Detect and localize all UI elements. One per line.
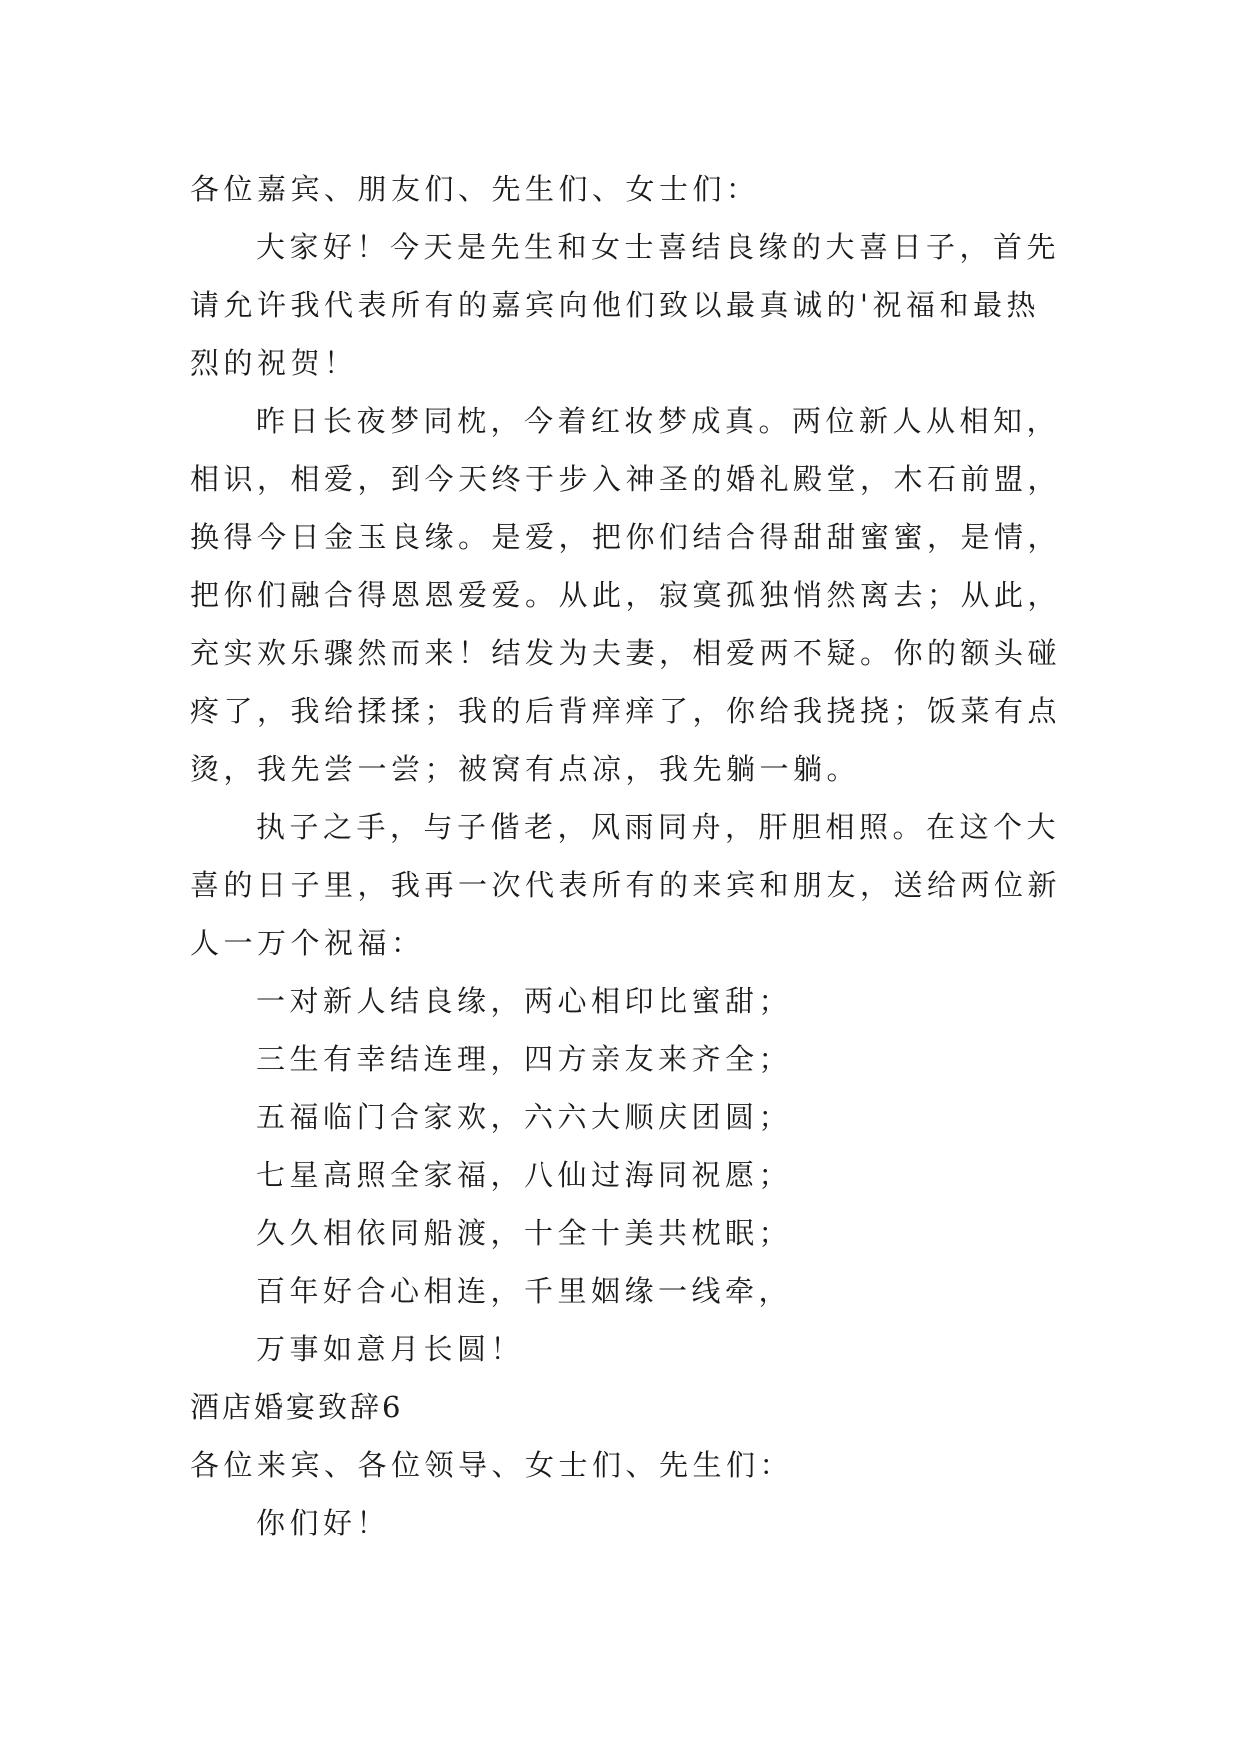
- paragraph-line: 疼了，我给揉揉；我的后背痒痒了，你给我挠挠；饭菜有点: [190, 694, 1062, 728]
- poem-line: 万事如意月长圆！: [256, 1332, 525, 1366]
- paragraph-line: 人一万个祝福：: [190, 926, 425, 960]
- paragraph-line: 相识，相爱，到今天终于步入神圣的婚礼殿堂，木石前盟，: [190, 462, 1062, 496]
- paragraph-line: 喜的日子里，我再一次代表所有的来宾和朋友，送给两位新: [190, 868, 1062, 902]
- paragraph-body: [190, 392, 1060, 798]
- poem-line: 一对新人结良缘，两心相印比蜜甜；: [256, 984, 793, 1018]
- paragraph-opening: [190, 218, 1060, 392]
- paragraph-line: 烈的祝贺！: [190, 346, 358, 380]
- blessing-poem: [190, 972, 1060, 1378]
- poem-line: 三生有幸结连理，四方亲友来齐全；: [256, 1042, 793, 1076]
- paragraph-line: 执子之手，与子偕老，风雨同舟，肝胆相照。在这个大: [256, 810, 1061, 844]
- poem-line: 五福临门合家欢，六六大顺庆团圆；: [256, 1100, 793, 1134]
- paragraph-line: 把你们融合得恩恩爱爱。从此，寂寞孤独悄然离去；从此，: [190, 578, 1062, 612]
- paragraph-line: 充实欢乐骤然而来！结发为夫妻，相爱两不疑。你的额头碰: [190, 636, 1062, 670]
- paragraph-line: 大家好！今天是先生和女士喜结良缘的大喜日子，首先: [256, 230, 1061, 264]
- paragraph-line: 请允许我代表所有的嘉宾向他们致以最真诚的'祝福和最热: [190, 288, 1040, 322]
- paragraph-line: 换得今日金玉良缘。是爱，把你们结合得甜甜蜜蜜，是情，: [190, 520, 1062, 554]
- paragraph-line: 烫，我先尝一尝；被窝有点凉，我先躺一躺。: [190, 752, 861, 786]
- poem-line: 七星高照全家福，八仙过海同祝愿；: [256, 1158, 793, 1192]
- paragraph-blessing-intro: [190, 798, 1060, 972]
- poem-line: 百年好合心相连，千里姻缘一线牵，: [256, 1274, 793, 1308]
- section-title: 酒店婚宴致辞6: [190, 1390, 404, 1424]
- paragraph-line: 昨日长夜梦同枕，今着红妆梦成真。两位新人从相知，: [256, 404, 1061, 438]
- greeting: 你们好！: [256, 1506, 391, 1540]
- poem-line: 久久相依同船渡，十全十美共枕眠；: [256, 1216, 793, 1250]
- document-body: [190, 160, 1060, 1552]
- salutation: 各位来宾、各位领导、女士们、先生们：: [190, 1448, 794, 1482]
- salutation: 各位嘉宾、朋友们、先生们、女士们：: [190, 172, 760, 206]
